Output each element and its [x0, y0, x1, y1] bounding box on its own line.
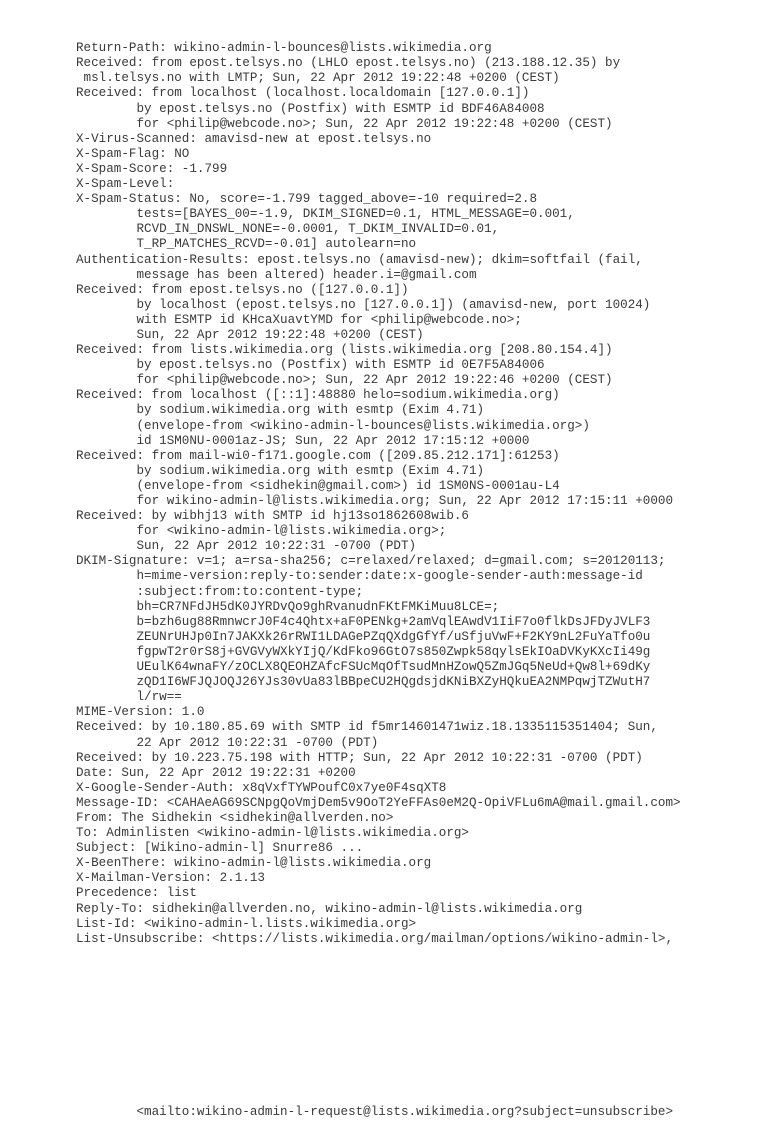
header-line: DKIM-Signature: v=1; a=rsa-sha256; c=relaxed/relaxed; d=gmail.com; s=20120113;	[76, 554, 666, 569]
email-header-document	[76, 11, 756, 1135]
header-line: by localhost (epost.telsys.no [127.0.0.1]) (amavisd-new, port 10024)	[76, 297, 651, 312]
header-line: h=mime-version:reply-to:sender:date:x-google-sender-auth:message-id	[76, 569, 643, 584]
header-line: Message-ID: <CAHAeAG69SCNpgQoVmjDem5v9OoT2YeFFAs0eM2Q-OpiVFLu6mA@mail.gmail.com>	[76, 795, 681, 810]
header-line: Received: from localhost (localhost.localdomain [127.0.0.1])	[76, 86, 530, 101]
header-line: zQD1I6WFJQJOQJ26YJs30vUa83lBBpeCU2HQgdsjdKNiBXZyHQkuEA2NMPqwjTZWutH7	[76, 675, 651, 690]
header-line: ZEUNrUHJp0In7JAKXk26rRWI1LDAGePZqQXdgGfYf/uSfjuVwF+F2KY9nL2FuYaTfo0u	[76, 629, 651, 644]
header-line: X-Spam-Score: -1.799	[76, 161, 228, 176]
header-line: by epost.telsys.no (Postfix) with ESMTP id BDF46A84008	[76, 101, 545, 116]
header-line: Received: from mail-wi0-f171.google.com ([209.85.212.171]:61253)	[76, 448, 560, 463]
header-line: MIME-Version: 1.0	[76, 705, 205, 720]
header-line: message has been altered) header.i=@gmail.com	[76, 267, 477, 282]
header-line: X-Spam-Status: No, score=-1.799 tagged_above=-10 required=2.8	[76, 192, 538, 207]
header-line: 22 Apr 2012 10:22:31 -0700 (PDT)	[76, 735, 379, 750]
header-line: for <philip@webcode.no>; Sun, 22 Apr 2012 19:22:48 +0200 (CEST)	[76, 116, 613, 131]
header-line: Reply-To: sidhekin@allverden.no, wikino-admin-l@lists.wikimedia.org	[76, 901, 583, 916]
header-line: by sodium.wikimedia.org with esmtp (Exim 4.71)	[76, 463, 485, 478]
header-line: tests=[BAYES_00=-1.9, DKIM_SIGNED=0.1, HTML_MESSAGE=0.001,	[76, 207, 575, 222]
header-line: fgpwT2r0rS8j+GVGVyWXkYIjQ/KdFko96GtO7s850Zwpk58qylsEkIOaDVKyKXcIi49g	[76, 644, 651, 659]
header-line: X-Spam-Level:	[76, 177, 175, 192]
header-line: for <philip@webcode.no>; Sun, 22 Apr 2012 19:22:46 +0200 (CEST)	[76, 373, 613, 388]
header-line: Received: from lists.wikimedia.org (lists.wikimedia.org [208.80.154.4])	[76, 343, 613, 358]
header-line: X-Spam-Flag: NO	[76, 146, 190, 161]
header-line: Received: from localhost ([::1]:48880 helo=sodium.wikimedia.org)	[76, 388, 560, 403]
header-line: bh=CR7NFdJH5dK0JYRDvQo9ghRvanudnFKtFMKiMuu8LCE=;	[76, 599, 500, 614]
header-line: X-Google-Sender-Auth: x8qVxfTYWPoufC0x7ye0F4sqXT8	[76, 780, 447, 795]
header-line: :subject:from:to:content-type;	[76, 584, 364, 599]
header-line: List-Unsubscribe: <https://lists.wikimedia.org/mailman/options/wikino-admin-l>,	[76, 931, 674, 946]
header-line: Date: Sun, 22 Apr 2012 19:22:31 +0200	[76, 765, 356, 780]
header-line: X-Mailman-Version: 2.1.13	[76, 871, 265, 886]
header-line: Received: by 10.180.85.69 with SMTP id f5mr14601471wiz.18.1335115351404; Sun,	[76, 720, 658, 735]
header-line: Subject: [Wikino-admin-l] Snurre86 ...	[76, 841, 364, 856]
header-line: List-Id: <wikino-admin-l.lists.wikimedia.org>	[76, 916, 417, 931]
header-line: for <wikino-admin-l@lists.wikimedia.org>;	[76, 524, 447, 539]
header-line: Authentication-Results: epost.telsys.no (amavisd-new); dkim=softfail (fail,	[76, 252, 643, 267]
blank-gap	[76, 977, 756, 1075]
header-line: T_RP_MATCHES_RCVD=-0.01] autolearn=no	[76, 237, 417, 252]
list-unsubscribe-mailto-line: <mailto:wikino-admin-l-request@lists.wikimedia.org?subject=unsubscribe>	[76, 1105, 674, 1120]
header-line: (envelope-from <wikino-admin-l-bounces@lists.wikimedia.org>)	[76, 418, 590, 433]
header-line: UEulK64wnaFY/zOCLX8QEOHZAfcFSUcMqOfTsudMnHZowQ5ZmJGq5NeUd+Qw8l+69dKy	[76, 660, 651, 675]
header-line: by sodium.wikimedia.org with esmtp (Exim 4.71)	[76, 403, 485, 418]
header-line: Return-Path: wikino-admin-l-bounces@lists.wikimedia.org	[76, 41, 492, 56]
header-line: Received: from epost.telsys.no ([127.0.0.1])	[76, 282, 409, 297]
header-line: To: Adminlisten <wikino-admin-l@lists.wikimedia.org>	[76, 826, 469, 841]
header-line: by epost.telsys.no (Postfix) with ESMTP id 0E7F5A84006	[76, 358, 545, 373]
header-line: Received: from epost.telsys.no (LHLO epost.telsys.no) (213.188.12.35) by	[76, 56, 621, 71]
header-line: Precedence: list	[76, 886, 197, 901]
header-line: msl.telsys.no with LMTP; Sun, 22 Apr 2012 19:22:48 +0200 (CEST)	[76, 71, 560, 86]
header-line: for wikino-admin-l@lists.wikimedia.org; Sun, 22 Apr 2012 17:15:11 +0000	[76, 494, 674, 508]
header-line: id 1SM0NU-0001az-JS; Sun, 22 Apr 2012 17:15:12 +0000	[76, 433, 530, 448]
header-line: Received: by wibhj13 with SMTP id hj13so1862608wib.6	[76, 509, 469, 524]
header-line: Sun, 22 Apr 2012 10:22:31 -0700 (PDT)	[76, 539, 417, 554]
header-line: b=bzh6ug88RmnwcrJ0F4c4Qhtx+aF0PENkg+2amVqlEAwdV1IiF7o0flkDsJFDyJVLF3	[76, 614, 651, 629]
header-line: From: The Sidhekin <sidhekin@allverden.no>	[76, 810, 394, 825]
header-line: (envelope-from <sidhekin@gmail.com>) id 1SM0NS-0001au-L4	[76, 478, 560, 493]
header-line: X-BeenThere: wikino-admin-l@lists.wikimedia.org	[76, 856, 432, 871]
header-line: l/rw==	[76, 690, 182, 705]
header-line: with ESMTP id KHcaXuavtYMD for <philip@webcode.no>;	[76, 312, 522, 327]
header-line: Sun, 22 Apr 2012 19:22:48 +0200 (CEST)	[76, 327, 424, 342]
email-header-lines	[76, 41, 756, 947]
header-line: RCVD_IN_DNSWL_NONE=-0.0001, T_DKIM_INVALID=0.01,	[76, 222, 500, 237]
header-line: Received: by 10.223.75.198 with HTTP; Sun, 22 Apr 2012 10:22:31 -0700 (PDT)	[76, 750, 643, 765]
header-line: X-Virus-Scanned: amavisd-new at epost.telsys.no	[76, 131, 432, 146]
